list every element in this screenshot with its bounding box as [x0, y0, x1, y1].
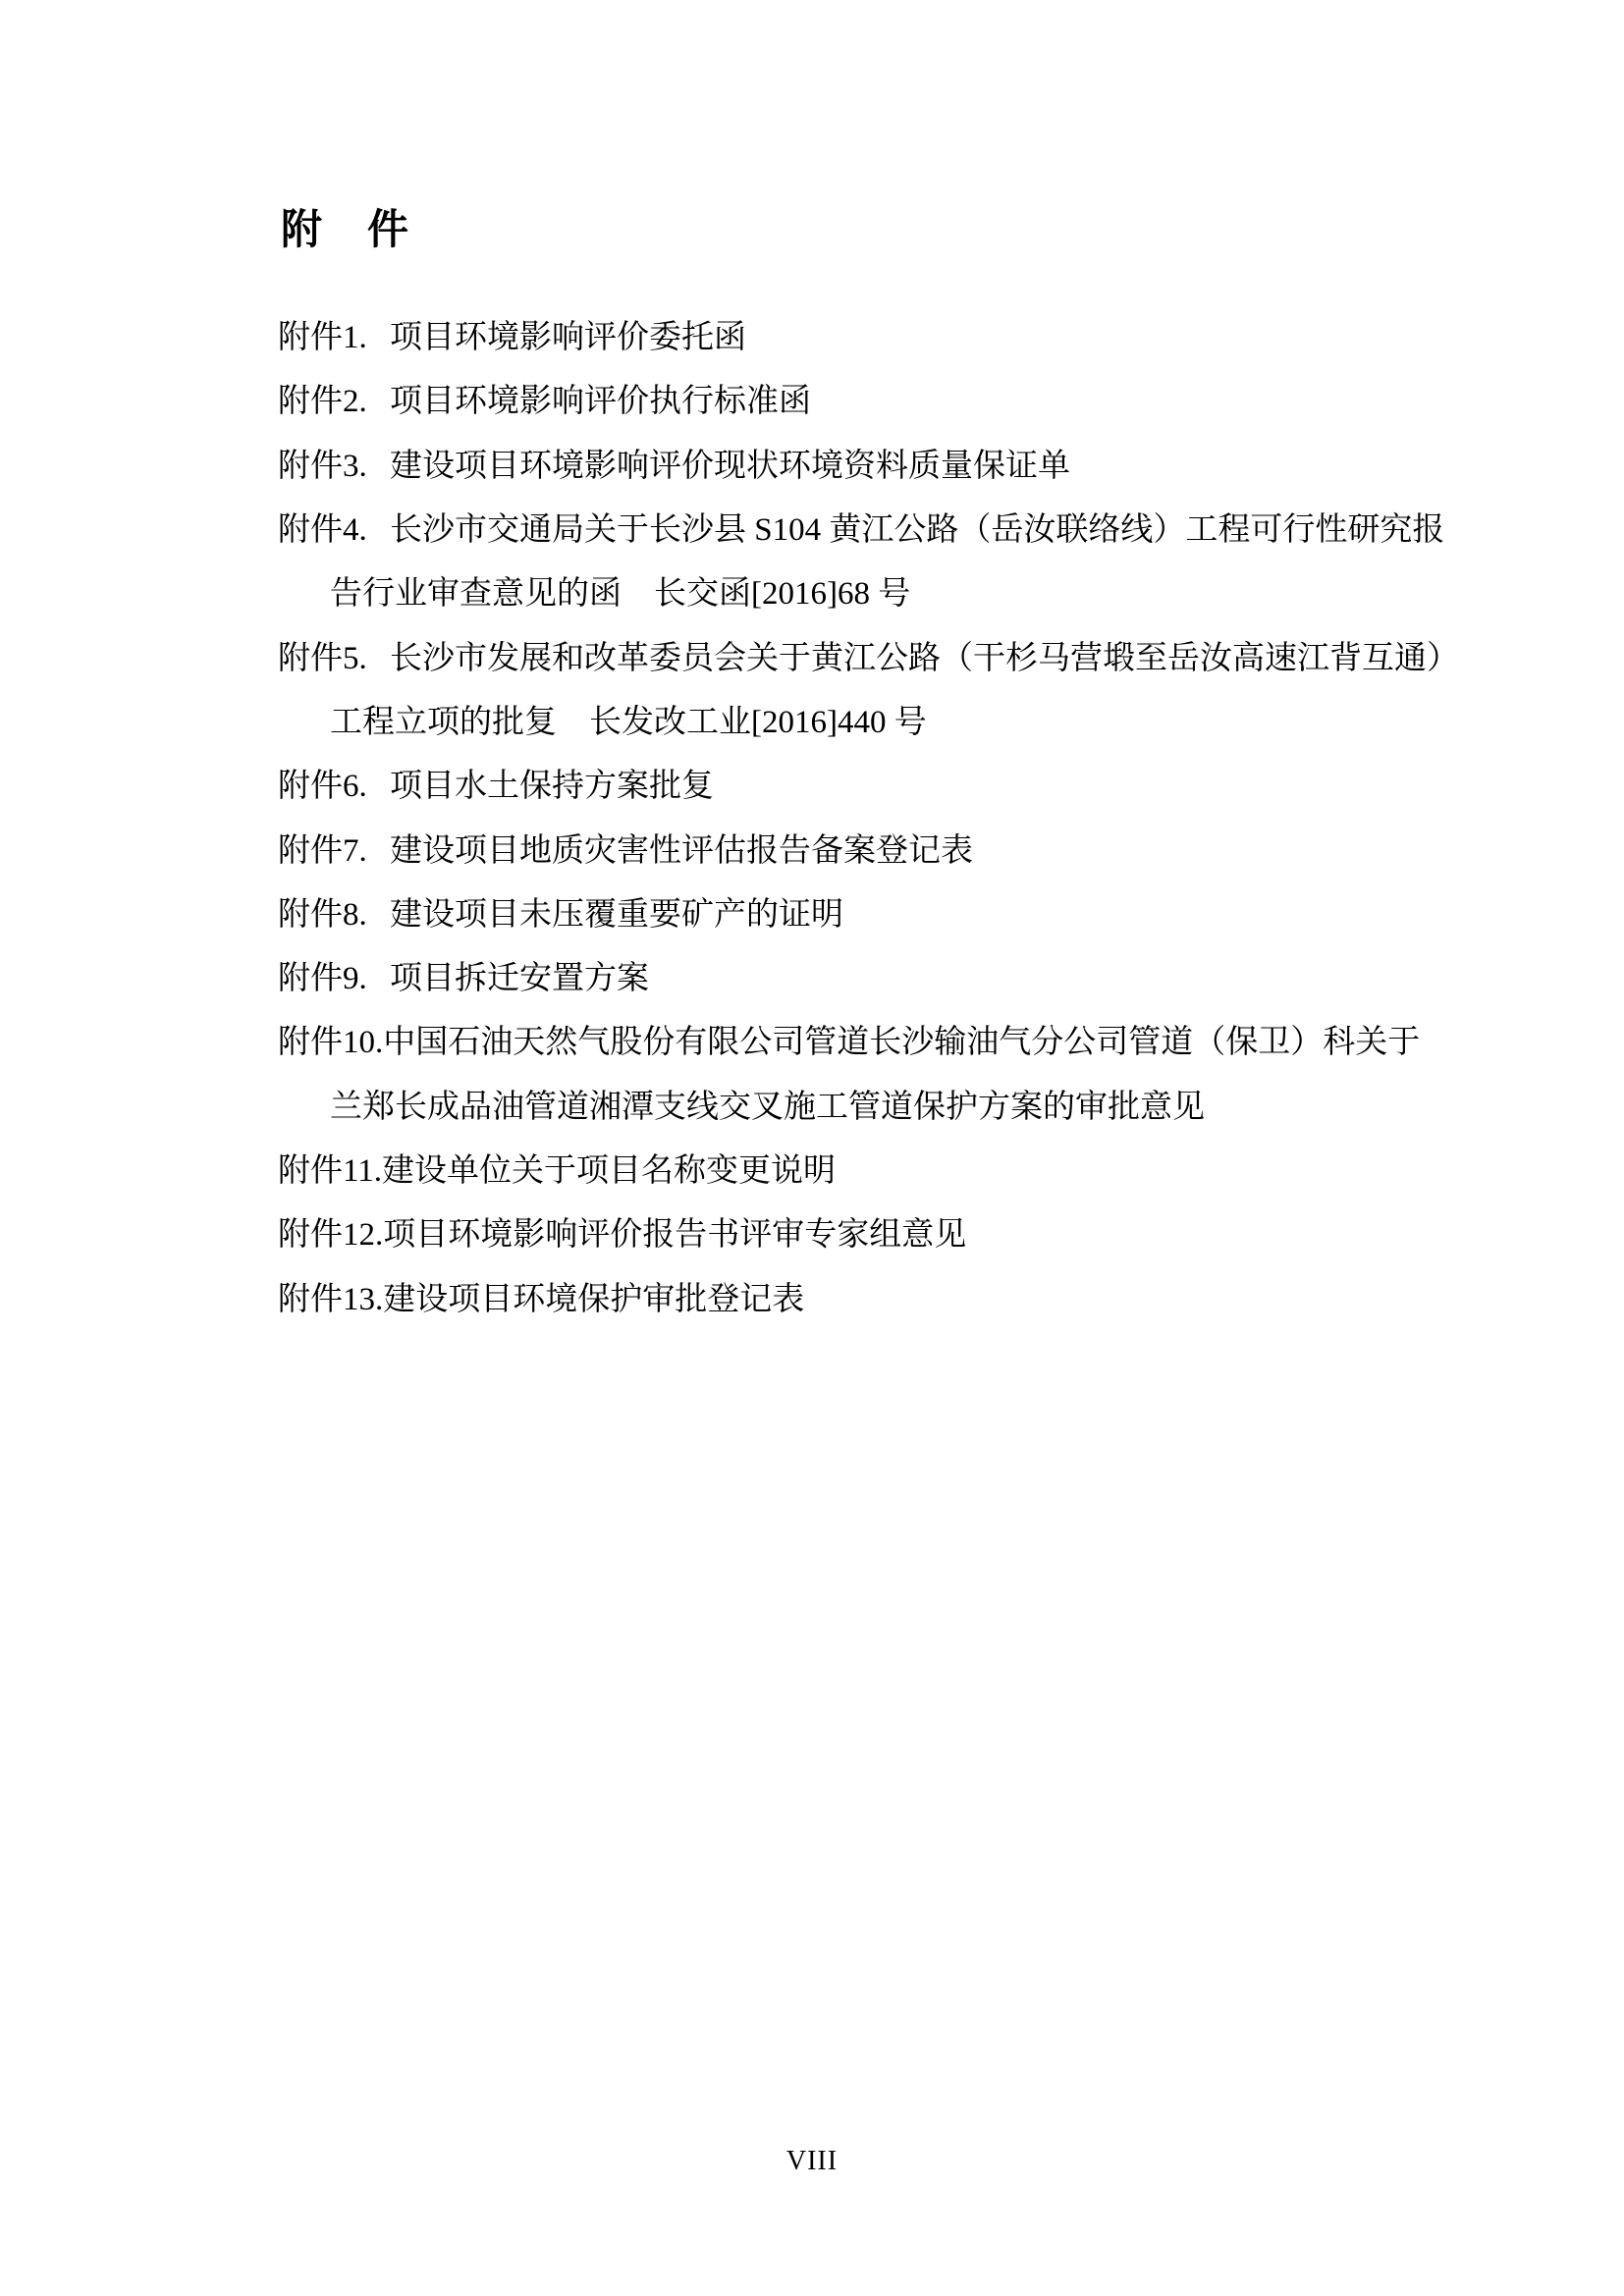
page-number: VIII [785, 2146, 839, 2176]
attachment-number: 附件9. [278, 961, 367, 997]
attachment-number: 附件7. [278, 832, 367, 869]
attachment-item-3 [278, 435, 1476, 499]
attachment-text: 项目环境影响评价执行标准函 [390, 384, 811, 420]
attachment-item-10-continuation [278, 1076, 1476, 1140]
attachment-item-2 [278, 370, 1476, 434]
attachment-number: 附件3. [278, 448, 367, 484]
attachment-text: 建设项目未压覆重要矿产的证明 [390, 896, 843, 933]
attachment-item-5-continuation [278, 691, 1476, 755]
attachment-item-9 [278, 947, 1476, 1011]
attachment-number: 附件6. [278, 769, 367, 805]
attachment-text: 项目水土保持方案批复 [390, 769, 714, 805]
attachment-text: 建设单位关于项目名称变更说明 [382, 1153, 837, 1189]
attachment-item-7 [278, 819, 1476, 882]
attachment-item-8 [278, 883, 1476, 947]
attachment-text: 长沙市交通局关于长沙县 S104 黄江公路（岳汝联络线）工程可行性研究报 [390, 512, 1445, 549]
attachment-list [278, 306, 1476, 1332]
attachment-text: 告行业审查意见的函 长交函[2016]68 号 [330, 576, 911, 613]
attachment-number: 附件8. [278, 896, 367, 933]
attachment-text: 工程立项的批复 长发改工业[2016]440 号 [330, 704, 927, 740]
attachment-number: 附件13. [278, 1281, 384, 1317]
page-title: 附 件 [281, 208, 411, 253]
attachment-item-4 [278, 499, 1476, 562]
attachment-text: 建设项目环境影响评价现状环境资料质量保证单 [390, 448, 1070, 484]
attachment-item-5 [278, 626, 1476, 690]
attachment-number: 附件1. [278, 320, 367, 356]
attachment-text: 建设项目环境保护审批登记表 [383, 1281, 805, 1317]
attachment-text: 项目环境影响评价报告书评审专家组意见 [383, 1217, 967, 1254]
attachment-number: 附件2. [278, 384, 367, 420]
attachment-number: 附件11. [278, 1153, 383, 1189]
attachment-text: 项目拆迁安置方案 [390, 961, 649, 997]
attachment-number: 附件5. [278, 640, 367, 676]
attachment-text: 长沙市发展和改革委员会关于黄江公路（干杉马营塅至岳汝高速江背互通） [390, 640, 1459, 676]
attachment-text: 建设项目地质灾害性评估报告备案登记表 [390, 832, 973, 869]
attachment-item-13 [278, 1267, 1476, 1331]
attachment-item-10 [278, 1011, 1476, 1075]
attachment-item-4-continuation [278, 562, 1476, 626]
attachment-number: 附件12. [278, 1217, 384, 1254]
attachment-item-6 [278, 755, 1476, 819]
attachment-item-12 [278, 1203, 1476, 1267]
attachment-text: 兰郑长成品油管道湘潭支线交叉施工管道保护方案的审批意见 [330, 1089, 1205, 1125]
attachment-item-1 [278, 306, 1476, 370]
attachment-text: 项目环境影响评价委托函 [390, 320, 746, 356]
attachment-number: 附件4. [278, 512, 367, 549]
attachment-number: 附件10. [278, 1025, 384, 1061]
attachment-text: 中国石油天然气股份有限公司管道长沙输油气分公司管道（保卫）科关于 [383, 1025, 1421, 1061]
attachment-item-11 [278, 1140, 1476, 1203]
